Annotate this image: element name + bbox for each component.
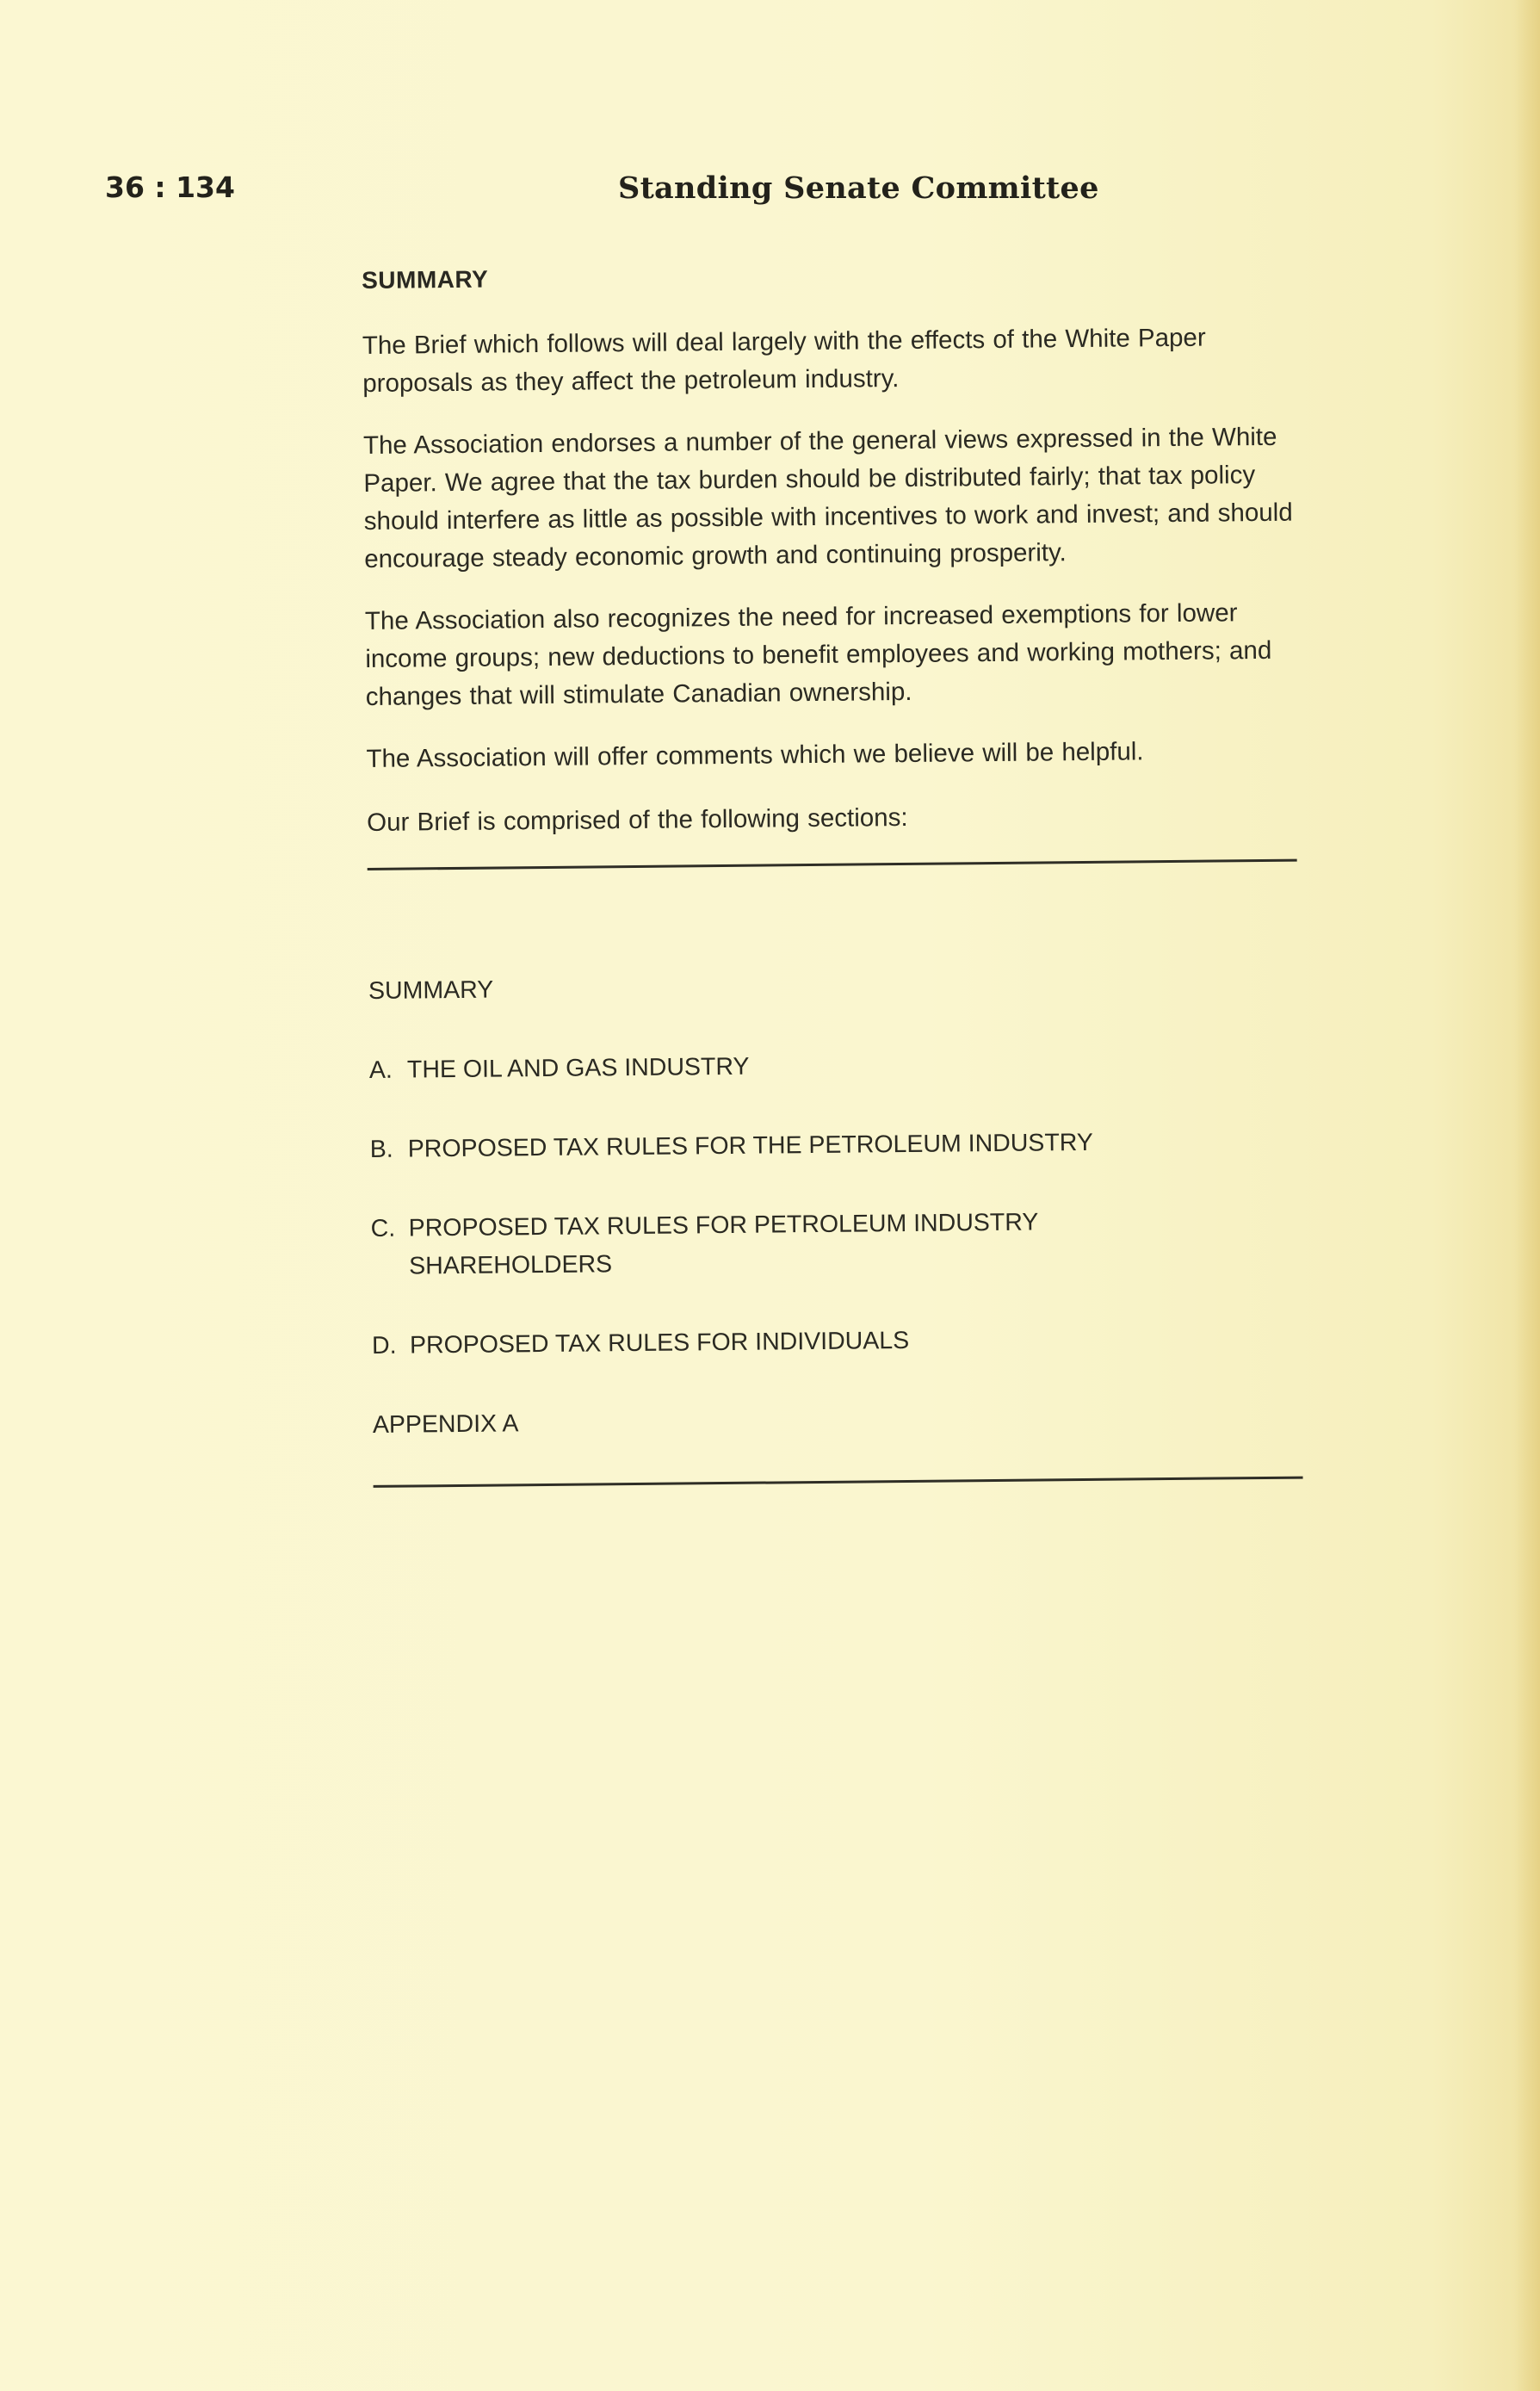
section-item-summary: [368, 963, 1307, 1009]
section-title: APPENDIX A: [372, 1409, 519, 1439]
section-item-c: [371, 1200, 1310, 1285]
divider-top: [368, 859, 1297, 870]
section-title: PROPOSED TAX RULES FOR INDIVIDUALS: [409, 1326, 910, 1360]
running-head: Standing Senate Committee: [618, 170, 1099, 206]
section-letter: C.: [370, 1214, 396, 1242]
summary-heading: SUMMARY: [362, 265, 489, 294]
section-title: SUMMARY: [368, 976, 494, 1005]
section-item-appendix: [373, 1397, 1311, 1443]
section-letter: B.: [369, 1135, 393, 1163]
summary-paragraph-endorsement: The Association endorses a number of the general views expressed in the White Paper. We agree that the tax burden should be distributed fairly; that tax policy should interfere as little as possible with incentives to work and invest; and should encourage steady economic growth and continuing prosperity.: [362, 422, 1293, 573]
summary-paragraph-intro: The Brief which follows will deal largely with the effects of the White Paper proposals as they affect the petroleum industry.: [362, 323, 1206, 398]
section-item-d: [372, 1317, 1310, 1364]
page-header: [0, 170, 1540, 214]
divider-bottom: [374, 1477, 1303, 1488]
summary-paragraph-sections-intro: Our Brief is comprised of the following sections:: [367, 802, 908, 837]
main-content: [362, 258, 1312, 1488]
page-edge-shadow: [1514, 0, 1540, 2391]
section-letter: D.: [371, 1331, 397, 1360]
section-item-a: [369, 1042, 1308, 1088]
summary-paragraph-exemptions: The Association also recognizes the need for increased exemptions for lower income groups; new deductions to benefit employees and working mothers; and changes that will stimulate Canadian ownership.: [364, 598, 1272, 711]
section-item-b: [370, 1121, 1308, 1168]
section-letter: A.: [368, 1056, 393, 1084]
summary-paragraph-comments: The Association will offer comments which we believe will be helpful.: [366, 737, 1144, 773]
section-title: PROPOSED TAX RULES FOR PETROLEUM INDUSTRY SHAREHOLDERS: [408, 1208, 1038, 1280]
section-title: THE OIL AND GAS INDUSTRY: [406, 1052, 750, 1084]
section-title: PROPOSED TAX RULES FOR THE PETROLEUM INDUSTRY: [407, 1128, 1094, 1163]
sections-list: [368, 963, 1311, 1443]
page-number: 36 : 134: [105, 170, 235, 204]
